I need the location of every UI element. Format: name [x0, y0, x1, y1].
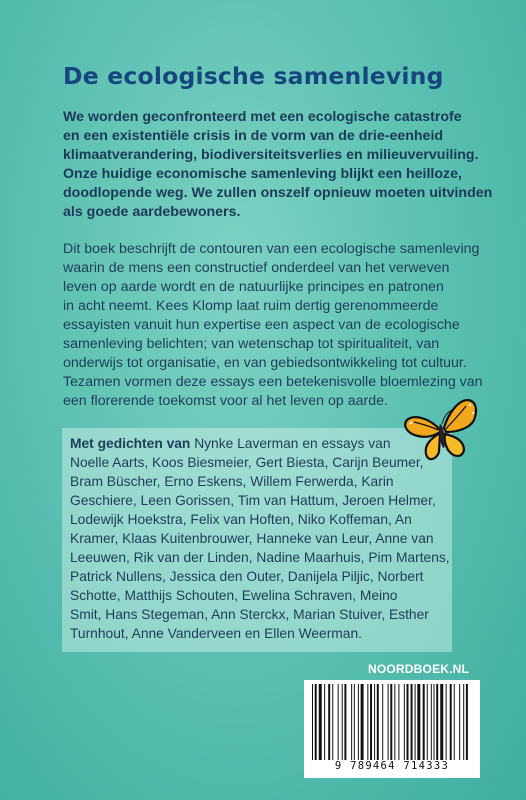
- barcode-bar: [398, 684, 399, 760]
- contributors-lead-rest: Nynke Laverman en essays van: [190, 436, 391, 451]
- barcode-bar: [427, 684, 428, 760]
- barcode-bar: [328, 684, 330, 760]
- description-paragraph: [63, 240, 483, 411]
- barcode-bar: [344, 684, 346, 760]
- lead-line: Onze huidige economische samenleving blijkt een heilloze,: [63, 166, 462, 182]
- lead-line: doodlopende weg. We zullen onszelf opnieuw moeten uitvinden: [63, 185, 493, 201]
- contributors-line: Leeuwen, Rik van der Linden, Nadine Maarhuis, Pim Martens,: [70, 550, 450, 565]
- barcode-bar: [354, 684, 355, 760]
- barcode-bar: [407, 684, 409, 760]
- barcode-bar: [446, 684, 447, 760]
- barcode: [304, 680, 480, 778]
- body-line: waarin de mens een constructief onderdeel van het verweven: [63, 260, 450, 276]
- barcode-bar: [351, 684, 352, 760]
- barcode-bar: [367, 684, 368, 760]
- barcode-bar: [394, 684, 395, 760]
- barcode-bar: [319, 684, 322, 760]
- contributors-line: Schotte, Matthijs Schouten, Ewelina Schraven, Meino: [70, 588, 398, 603]
- barcode-bar: [312, 684, 313, 760]
- barcode-bar: [454, 684, 455, 760]
- contributors-line: Patrick Nullens, Jessica den Outer, Danijela Piljic, Norbert: [70, 569, 424, 584]
- body-line: in acht neemt. Kees Klomp laat ruim dertig gerenommeerde: [63, 298, 439, 314]
- contributors-line: Lodewijk Hoekstra, Felix van Hoften, Niko Koffeman, An: [70, 512, 412, 527]
- contributors-line: Geschiere, Leen Gorissen, Tim van Hattum, Jeroen Helmer,: [70, 493, 436, 508]
- barcode-bar: [342, 684, 343, 760]
- contributors-line: Kramer, Klaas Kuitenbrouwer, Hanneke van Leur, Anne van: [70, 531, 434, 546]
- lead-line: We worden geconfronteerd met een ecologische catastrofe: [63, 109, 462, 125]
- barcode-bar: [423, 684, 425, 760]
- barcode-bar: [415, 684, 416, 760]
- lead-line: als goede aardebewoners.: [63, 204, 241, 220]
- lead-line: klimaatverandering, biodiversiteitsverlies en milieuvervuiling.: [63, 147, 479, 163]
- barcode-bar: [338, 684, 339, 760]
- barcode-bar: [370, 684, 372, 760]
- body-line: onderwijs tot organisatie, en van gebiedsontwikkeling tot cultuur.: [63, 355, 467, 371]
- barcode-bar: [463, 684, 464, 760]
- body-line: essayisten vanuit hun expertise een aspect van de ecologische: [63, 317, 460, 333]
- body-line: een florerende toekomst voor al het leven op aarde.: [63, 393, 388, 409]
- contributors-line: Smit, Hans Stegeman, Ann Sterckx, Marian Stuiver, Esther: [70, 607, 429, 622]
- barcode-bar: [315, 684, 317, 760]
- barcode-bar: [434, 684, 435, 760]
- isbn-number: 9 789464 714333: [334, 760, 450, 772]
- barcode-bar: [358, 684, 359, 760]
- barcode-bar: [440, 684, 443, 760]
- body-line: Dit boek beschrijft de contouren van een ecologische samenleving: [63, 241, 480, 257]
- book-title: De ecologische samenleving: [63, 62, 444, 90]
- barcode-bar: [324, 684, 325, 760]
- barcode-bar: [431, 684, 432, 760]
- barcode-bar: [459, 684, 460, 760]
- barcode-bar: [332, 684, 333, 760]
- contributors-line: Turnhout, Anne Vanderveen en Ellen Weerman.: [70, 626, 362, 641]
- barcode-bar: [450, 684, 452, 760]
- barcode-bar: [436, 684, 438, 760]
- barcode-bar: [361, 684, 364, 760]
- butterfly-icon: [402, 396, 482, 468]
- contributors-first-line: [70, 434, 450, 453]
- barcode-bar: [466, 684, 468, 760]
- barcode-bar: [382, 684, 383, 760]
- barcode-bar: [374, 684, 375, 760]
- contributors-lead-bold: Met gedichten van: [70, 436, 191, 451]
- body-line: Tezamen vormen deze essays een betekenisvolle bloemlezing van: [63, 374, 483, 390]
- publisher-url: NOORDBOEK.NL: [368, 662, 470, 676]
- barcode-bar: [390, 684, 392, 760]
- barcode-bar: [377, 684, 379, 760]
- lead-line: en een existentiële crisis in de vorm van de drie-eenheid: [63, 128, 444, 144]
- lead-paragraph: [63, 108, 493, 222]
- body-line: samenleving belichten; van wetenschap tot spiritualiteit, van: [63, 336, 440, 352]
- barcode-bar: [411, 684, 413, 760]
- barcode-bar: [404, 684, 405, 760]
- barcode-bar: [417, 684, 420, 760]
- barcode-bar: [388, 684, 389, 760]
- contributors-line: Noelle Aarts, Koos Biesmeier, Gert Biesta, Carijn Beumer,: [70, 455, 424, 470]
- contributors-line: Bram Büscher, Erno Eskens, Willem Ferwerda, Karin: [70, 474, 394, 489]
- contributors-text: [70, 434, 450, 643]
- body-line: leven op aarde wordt en de natuurlijke principes en patronen: [63, 279, 444, 295]
- barcode-bars: [310, 684, 474, 760]
